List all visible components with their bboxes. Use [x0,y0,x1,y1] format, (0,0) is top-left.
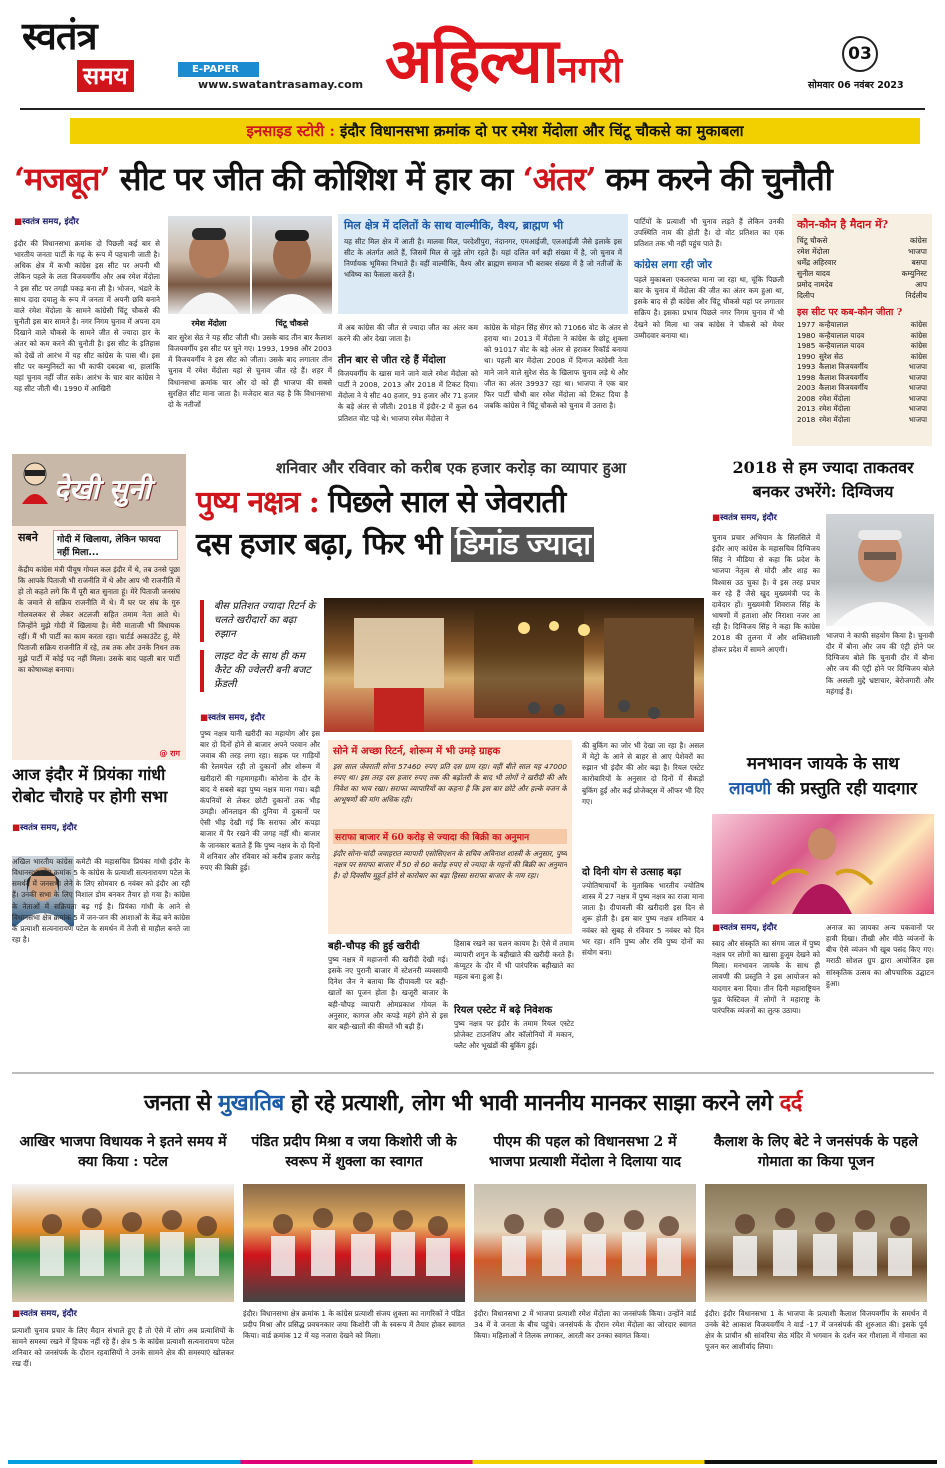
masthead [0,0,945,112]
history-winner: कन्हैयालाल यादव [819,341,865,350]
history-party: भाजपा [908,372,927,382]
issue-date: सोमवार 06 नवंबर 2023 [808,80,904,91]
candidate-name: धर्मेंद्र अहिरवार [797,258,837,267]
mill-area-box [338,214,628,314]
history-year: 1985 [797,341,816,350]
bottom-story [243,1132,465,1456]
gold-returns-box [328,740,572,934]
dekhi-suni-column [12,454,186,760]
lead-subhead-mendola: तीन बार से जीत रहे हैं मेंदोला [338,355,446,366]
candidates-sidebar [792,214,932,446]
brand-bottom: समय [77,60,134,92]
history-list [797,320,927,425]
history-party: भाजपा [908,393,927,403]
dekhi-suni-title: गोदी में खिलाया, लेकिन फायदा नहीं मिला... [53,530,178,560]
lead-headline [14,150,934,210]
history-party: कांग्रेस [910,320,927,329]
history-row [797,394,927,405]
history-winner: कन्हैयालाल यादव [819,330,865,340]
history-party: भाजपा [908,383,927,392]
website-link[interactable]: www.swatantrasamay.com [198,78,364,91]
pushya-bullet-2: लाइट वेट के साथ ही कम कैरेट की ज्वेलरी बनी बजट फ्रेंडली [200,650,320,692]
edition-title-main: अहिल्या [385,24,558,97]
bottom-story-title: आखिर भाजपा विधायक ने इतने समय में क्या किया : पटेल [19,1134,227,1170]
candidate-party: कम्युनिस्ट [901,269,927,278]
lead-subhead-congress: कांग्रेस लगा रही जोर [634,259,712,271]
candidate-name: सुनील यादव [797,269,831,278]
candidate-party: आप [915,280,927,289]
lavani-headline [712,752,934,802]
lead-col2: बार सुरेश सेठ ने यह सीट जीती थी। उसके बाद तीन बार कैलाश विजयवर्गीय इस सीट पर चुने गए। 1993, 1998 और 2003 में विजयवर्गीय ने इस सीट को जीता। उसके बाद लगातार तीन चुनाव में रमेश मेंदोला यहां से चुनाव जीत रहे हैं। शहर में विधानसभा क्रमांक चार और दो को ही भाजपा की सबसे सुरक्षित सीट माना जाता है। मजेदार बात यह है कि विधानसभा दो के नतीजों [168,333,332,409]
history-winner: कैलाश विजयवर्गीय [819,372,868,382]
history-winner: कैलाश विजयवर्गीय [819,362,868,371]
history-winner: कैलाश विजयवर्गीय [819,383,868,392]
page-number: 03 [842,36,878,72]
history-row [797,362,927,373]
history-row [797,415,927,426]
candidate-list [797,235,927,301]
lavani-byline: ■ स्वतंत्र समय, इंदौर [712,922,777,933]
chouksey-caption: चिंटू चौकसे [275,319,309,328]
pushya-section [196,454,706,1064]
pushya-col4a: की बुकिंग का जोर भी देखा जा रहा है। असल में मेट्रो के आने से बाहर से आए पेशेवरों का रुझान भी इंदौर की ओर बढ़ा है। रियल एस्टेट कारोबारियों के अनुसार दो दिनों में सैकड़ों बुकिंग हुईं और कई प्रोजेक्ट्स में ऑफर भी दिए गए। [582,741,704,806]
brand-top: स्वतंत्र [22,13,97,58]
history-winner: रमेश मेंदोला [819,393,851,403]
candidate-party: कांग्रेस [909,236,927,245]
epaper-badge: E-PAPER [178,62,259,77]
lead-col5b: पहले मुकाबला एकतरफा माना जा रहा था, चूंकि पिछली बार के चुनाव में मेंदोला की जीत का अंतर कम हुआ था, इसके बाद से ही कांग्रेस और चिंटू चौकसे यहां पर लगातार सक्रिय है। इसका प्रभाव पिछले नगर निगम चुनाव में भी देखने को मिला था जब कांग्रेस ने चौकसे को मेयर उम्मीदवार बनाया था। [634,275,784,340]
history-year: 1990 [797,351,816,361]
pushya-kicker: शनिवार और रविवार को करीब एक हजार करोड़ का व्यापार हुआ [275,459,627,477]
mill-area-box-title: मिल क्षेत्र में दलितों के साथ वाल्मीकि, वैश्य, ब्राह्मण भी [344,219,564,232]
lead-headline-part2: कम करने की चुनौती [605,160,832,198]
mill-area-box-text: यह सीट मिल क्षेत्र में आती है। मालवा मिल, परदेशीपुरा, नंदानगर, एमआईजी, एलआईजी जैसे इलाके इस सीट के अंतर्गत आते हैं, जिसमें मिल से जुड़े लोग रहते हैं। यहां दलित वर्ग बड़ी संख्या में है, जो चुनाव में निर्णायक भूमिका निभाते हैं। वहीं वाल्मीकि, वैश्य और ब्राह्मण समाज भी बराबर संख्या में है जो नतीजों के भविष्य का फैसला करते हैं। [344,237,622,280]
priyanka-text: अखिल भारतीय कांग्रेस कमेटी की महासचिव प्रियंका गांधी इंदौर के विधानसभा क्षेत्र क्रमांक 5 के कांग्रेस के प्रत्याशी सत्यनारायण पटेल के समर्थन में जनसभा लेने के लिए सोमवार 6 नवंबर को इंदौर आ रही हैं। उनकी सभा के लिए विशाल डोम बनकर तैयार हो गया है। कांग्रेस के नेताओं में सक्रियता बढ़ गई है। प्रियंका गांधी के आने से विधानसभा क्षेत्र क्रमांक 5 में जन-जन की आशाओं के केंद्र बने कांग्रेस के प्रत्याशी सत्यनारायण पटेल के समर्थन में तेजी से माहौल बनते जा रहा है। [12,857,190,945]
pushya-headline-line2 [196,524,706,566]
lead-section [14,214,932,446]
history-year: 1993 [797,362,816,371]
dekhi-suni-banner [12,454,186,526]
history-winner: सुरेश सेठ [819,351,844,361]
pushya-market-photo [324,598,704,732]
history-winner: रमेश मेंदोला [819,414,851,424]
dekhi-suni-kicker: सबने [18,531,38,544]
candidate-name: चिंटू चौकसे [797,236,828,245]
pushya-subhead-yog: दो दिनी योग से उत्साह बढ़ा [582,867,682,878]
bottom-headline-a: जनता से [144,1090,211,1116]
digvijay-headline: 2018 से हम ज्यादा ताकतवर बनकर उभरेंगे: दिग्विजय [732,458,914,501]
gold-returns-title: सोने में अच्छा रिटर्न, शोरूम में भी उमड़े ग्राहक [333,746,501,757]
bottom-story-photo [12,1184,234,1302]
bottom-divider [12,1072,934,1074]
pushya-col3: हिसाब रखने का चलन कायम है। ऐसे में तमाम व्यापारी शगुन के बहीखाते की खरीदी करते हैं। कंप्यूटर के दौर में भी पारंपरिक बहीखाते का महत्व बना हुआ है। [454,939,574,982]
history-row [797,383,927,394]
digvijay-section [712,456,934,746]
pushya-col3b: पुष्य नक्षत्र पर इंदौर के तमाम रियल एस्टेट प्रोजेक्ट टाउनशिप और कॉलोनियों में मकान, फ्लैट और भूखंडों की बुकिंग हुई। [454,1019,574,1051]
bottom-headline-b: हो रहे प्रत्याशी, लोग भी भावी माननीय मानकर साझा करने लगे [290,1090,773,1116]
pushya-bullet-1: बीस प्रतिशत ज्यादा रिटर्न के चलते खरीदारों का बढ़ा रुझान [200,600,320,642]
candidate-name: प्रमोद नामदेव [797,280,833,289]
history-party: भाजपा [908,362,927,371]
lavani-text: स्वाद और संस्कृति का संगम जाल में पुष्य नक्षत्र पर लोगों का खासा हुजूम देखने को मिला। मनभावन जायके के साथ ही लावणी की प्रस्तुति ने इस आयोजन को यादगार बना दिया। तीन दिनी महाराष्ट्रियन फूड फेस्टिवल में लोगों ने महाराष्ट्र के पारंपरिक व्यंजनों का लुत्फ उठाया। [712,939,820,1015]
masthead-divider [20,108,925,110]
bottom-stories [12,1132,934,1456]
history-year: 1977 [797,320,816,329]
candidate-party: बसपा [911,258,927,267]
gold-returns-text: इस साल जेवराती सोना 57460 रुपए प्रति दस ग्राम रहा। वहीं बीते साल यह 47000 रुपए था। इस तरह दस हजार रुपए तक की बढ़ोतरी के बाद भी लोगों ने खरीदी की और निवेश का भाव रखा। सराफा व्यापारियों का कहना है कि इस बार छोटे और हल्के वजन के आभूषणों की मांग अधिक रही। [333,762,567,805]
candidate-row [797,279,927,290]
lavani-headline-b: की प्रस्तुति रही यादगार [777,779,917,799]
history-year: 2008 [797,393,816,403]
pushya-headline-line1 [196,482,706,524]
pushya-col1: पुष्य नक्षत्र यानी खरीदी का महायोग और इस बार दो दिनों होने से बाजार अपने परवान और जवाब की तरह लगा रहा। सड़क पर गाड़ियों की रेलमपेल रही तो दुकानों और शोरूम में खरीदारों की गहमागहमी। कोरोना के दौर के बाद ये सबसे बड़ा पुष्य नक्षत्र माना गया। बड़ी कंपनियों से लेकर छोटी दुकानों तक भीड़ उमड़ी। ऑनलाइन की दुनिया में दुकानों पर ऐसी भीड़ देखी गई कि सराफा और कपड़ा बाजार में पैर रखने की जगह नहीं थी। बाजार के जानकार बताते हैं कि पुष्य नक्षत्र के दो दिनों में शनिवार और रविवार को करीब हजार करोड़ रुपए की बिक्री हुई। [200,729,320,872]
candidate-name: दिलीप [797,291,815,300]
lavani-headline-blue: लावणी [729,779,772,799]
priyanka-section [12,764,190,1064]
history-row [797,404,927,415]
bottom-story-photo [243,1184,465,1302]
pushya-subhead-bahi: बही-चौपड़ की हुई खरीदी [328,941,420,952]
candidate-row [797,257,927,268]
lead-col3b: विजयवर्गीय के खास माने जाने वाले रमेश मेंदोला को पार्टी ने 2008, 2013 और 2018 में टिकट दिया। मेंदोला ने ये सीट 40 हजार, 91 हजार और 71 हजार के बड़े अंतर से जीती। 2018 में इंदौर-2 में कुल 64 प्रतिशत वोट पड़े थे। भाजपा रमेश मेंदोला ने [338,369,478,423]
lead-col5a: पार्टियों के प्रत्याशी भी चुनाव लड़ते हैं लेकिन उनकी उपस्थिति नाम की होती है। दो वोट प्रतिशत का एक प्रतिशत तक भी नहीं पहुंच पाते हैं। [634,217,784,249]
bottom-headline-red: दर्द [779,1090,802,1116]
lavani-text2: अनाज का जायका अन्य पकवानों पर हावी दिखा। तीखी और मीठे व्यंजनों के बीच ऐसे व्यंजन भी खूब पसंद किए गए। मराठी सोशल ग्रुप द्वारा आयोजित इस सांस्कृतिक उत्सव का औपचारिक उद्घाटन हुआ। [826,923,934,988]
candidates-title: कौन-कौन है मैदान में? [797,218,889,231]
lavani-photo [712,814,934,914]
history-year: 2013 [797,404,816,413]
bottom-headline-blue: मुखातिब [218,1090,284,1116]
bottom-story-text: इंदौर। इंदौर विधानसभा 1 के भाजपा के प्रत्याशी कैलाश विजयवर्गीय के समर्थन में उनके बेटे आकाश विजयवर्गीय ने वार्ड -17 में जनसंपर्क की शुरुआत की। इसके पूर्व क्षेत्र के प्राचीन श्री सांवरिया सेठ मंदिर में भगवान के दर्शन कर गौशाला में गोमाता का पूजन कर आशीर्वाद लिया। [705,1309,927,1352]
history-winner: कन्हैयालाल [819,320,849,329]
history-year: 1980 [797,330,816,340]
lead-col4: कांग्रेस के मोहन सिंह सेंगर को 71066 वोट के अंतर से हराया था। 2013 में मेंदोला ने कांग्रेस के छोटू शुक्ला को 91017 वोट के बड़े अंतर से हराकर रिकॉर्ड बनाया था। पहली बार मेंदोला 2008 में दिग्गज कांग्रेसी नेता माने जाने वाले सुरेश सेठ के खिलाफ चुनाव लड़े थे और जीत का अंतर 39937 रहा था। भाजपा ने एक बार फिर पार्टी चौथी बार रमेश मेंदोला को टिकट दिया है जबकि कांग्रेस ने चिंटू चौकसे को चुनाव में उतारा है। [484,323,628,411]
dekhi-suni-label: देखी सुनी [54,473,151,506]
pushya-byline: ■ स्वतंत्र समय, इंदौर [200,712,265,723]
bottom-story-photo [705,1184,927,1302]
candidate-name: रमेश मेंदोला [797,247,830,256]
pushya-headline-red: पुष्य नक्षत्र : [196,485,319,520]
color-bar [8,1460,937,1464]
mendola-photo [168,216,250,314]
candidate-row [797,235,927,246]
bottom-headline [12,1080,934,1126]
bottom-story-title: पंडित प्रदीप मिश्रा व जया किशोरी जी के स्वरूप में शुक्ला का स्वागत [251,1134,457,1170]
lead-col1: इंदौर की विधानसभा क्रमांक दो पिछली कई बार से भारतीय जनता पार्टी के गढ़ के रूप में पहचानी जाती है। अधिक क्षेत्र में कभी कांग्रेस इस सीट पर अपनी थी लेकिन पहले के लता विजयवर्गीय और अब रमेश मेंदोला ने इस सीट पर तगड़ी पकड़ बना ली है। भोजन, भंडारे के साथ दादा दयालु के रूप में जनता में अपनी छवि बनाने वाले रमेश मेंदोला के सामने कांग्रेसी चिंटू चौकसे की चुनौती इस बार सामने है। नगर निगम चुनाव में अपना दम दिखाने वाले चौकसे के सामने जीत से ज्यादा हार के अंतर को कम करने की चुनौती है। इस सीट के इतिहास को देखें तो आरंभ में यह सीट कांग्रेस के पास थी। इस सीट पर कम्युनिस्टों का भी काफी दबदबा था, हालांकि यहां चुनाव नहीं जीत सके। आरंभ के चार बार कांग्रेस ने यह सीट जीती थी। 1990 में आखिरी [14,239,160,394]
candidate-row [797,268,927,279]
history-year: 2003 [797,383,816,392]
inside-story-text: इंदौर विधानसभा क्रमांक दो पर रमेश मेंदोला और चिंटू चौकसे का मुकाबला [339,122,744,140]
saraf-sales-title: सराफा बाजार में 60 करोड़ से ज्यादा की बिक्री का अनुमान [333,829,567,844]
bottom-story [705,1132,927,1456]
pushya-subhead-realestate: रियल एस्टेट में बढ़े निवेशक [454,1005,553,1016]
edition-title-suffix: नगरी [557,49,622,91]
dekhi-suni-text: केंद्रीय कांग्रेस मंत्री पीयूष गोयल कल इंदौर में थे, तब उनसे पूछा कि आपके पिताजी भी राजनीति में थे और आप भी राजनीति में हो तो कहते लगे कि मैं पूरी बात सुनाता हूं। मेरे पिताजी जनसंघ के जमाने से सक्रिय राजनीति में थे। मैं घर पर संघ के गुरु गोलवलकर से लेकर अटलजी सहित तमाम नेता आते थे। जिन्होंने मुझे गोदी में खिलाया है। मेरी माताजी भी विधायक रहीं। मैं भी पार्टी का काम करता रहा। चार्टर्ड अकाउंटेंट हूं, मेरे पिताजी सक्रिय राजनीति में रहे, तब तक और उनके निधन तक मुझे पार्टी में कोई पद नहीं मिला। उसके बाद पहली बार पार्टी का कोषाध्यक्ष बनाया। [18,565,180,675]
cartoon-icon [16,460,54,504]
history-year: 1998 [797,372,816,382]
lead-headline-part1: सीट पर जीत की कोशिश में हार का [119,160,513,198]
history-party: कांग्रेस [910,351,927,361]
history-title: इस सीट पर कब-कौन जीता ? [797,307,903,318]
history-row [797,352,927,363]
digvijay-text2: भाजपा ने काफी सहयोग किया है। चुनावी दौर में बौना और जय की एंट्री होने पर दिग्विजय बोले कि चुनावी दौर में बौना और जय की एंट्री होने पर दिग्विजय बोले कि असली मुद्दे भ्रष्टाचार, बेरोजगारी और महंगाई हैं। [826,631,934,696]
history-row [797,320,927,331]
history-party: कांग्रेस [910,341,927,350]
history-party: भाजपा [908,404,927,413]
bottom-story-text: इंदौर। विधानसभा 2 में भाजपा प्रत्याशी रमेश मेंदोला का जनसंपर्क किया। उन्होंने वार्ड 34 में वे जनता के बीच पहुंचे। जनसंपर्क के दौरान रमेश मेंदोला का जोरदार स्वागत किया। महिलाओं ने तिलक लगाकर, आरती कर उनका स्वागत किया। [474,1309,696,1341]
priyanka-byline: ■ स्वतंत्र समय, इंदौर [12,822,190,833]
lavani-section [712,752,934,1064]
lead-headline-quote1: ‘मजबूत’ [14,160,110,198]
pushya-bullets [200,600,320,692]
history-row [797,373,927,384]
digvijay-text: चुनाव प्रचार अभियान के सिलसिले में इंदौर आए कांग्रेस के महासचिव दिग्विजय सिंह ने मीडिया से कहा कि प्रदेश के भाजपा नेतृत्व से मोदी और शाह का विश्वास उठ चुका है। वे इस तरह प्रचार कर रहे हैं जैसे खुद मुख्यमंत्री पद के दावेदार हों। मुख्यमंत्री शिवराज सिंह के भाषणों में हताशा और निराशा नजर आ रही है। दिग्विजय सिंह ने कहा कि कांग्रेस 2018 की तुलना में और शक्तिशाली होकर प्रदेश में सामने आएगी। [712,533,820,654]
bottom-story-title: पीएम की पहल को विधानसभा 2 में भाजपा प्रत्याशी मेंदोला ने दिलाया याद [488,1134,682,1170]
bottom-story-text: प्रत्याशी चुनाव प्रचार के लिए मैदान संभाले हुए हैं तो ऐसे में लोग अब प्रत्याशियों के सामने समस्या रखने में हिचक नहीं रहे हैं। क्षेत्र 5 के कांग्रेस प्रत्याशी सत्यनारायण पटेल शनिवार को जनसंपर्क के दौरान रहवासियों ने उनके सामने क्षेत्र की समस्याएं खोलकर रख दीं। [12,1326,234,1369]
dekhi-suni-credit: @ राग [159,749,180,758]
bottom-story-text: इंदौर। विधानसभा क्षेत्र क्रमांक 1 के कांग्रेस प्रत्याशी संजय शुक्ला का नागरिकों ने पंडित प्रदीप मिश्रा और प्रसिद्ध प्रवचनकार जया किशोरी जी के स्वरूप में तैयार होकर स्वागत किया। वार्ड क्रमांक 12 में यह नजारा देखने को मिला। [243,1309,465,1341]
inside-story-strip [70,118,920,144]
lead-byline: ■ स्वतंत्र समय, इंदौर [14,216,79,227]
digvijay-photo [826,514,934,626]
history-year: 2018 [797,414,816,424]
pushya-col4b: ज्योतिषाचार्यों के मुताबिक भारतीय ज्योतिष शास्त्र में 27 नक्षत्र में पुष्य नक्षत्र का राजा माना जाता है। दीपावली की खरीदारी इस दिन से शुरू होती है। इस बार पुष्य नक्षत्र शनिवार 4 नवंबर को सुबह से रविवार 5 नवंबर को दिन भर रहा। शनि पुष्य और रवि पुष्य दोनों का संयोग बना। [582,881,704,957]
history-row [797,341,927,352]
bottom-story-title: कैलाश के लिए बेटे ने जनसंपर्क के पहले गोमाता का किया पूजन [714,1134,918,1170]
bottom-story-byline: ■ स्वतंत्र समय, इंदौर [12,1308,234,1319]
edition-title [385,22,622,104]
candidate-party: भाजपा [908,247,927,256]
bottom-story [474,1132,696,1456]
history-winner: रमेश मेंदोला [819,404,851,413]
inside-story-kicker: इनसाइड स्टोरी : [246,122,335,140]
history-row [797,331,927,342]
lead-col3a: में अब कांग्रेस की जीत से ज्यादा जीत का अंतर कम करने की ओर देखा जाता है। [338,323,478,344]
pushya-headline-b: दस हजार बढ़ा, फिर भी [196,527,442,562]
history-party: भाजपा [908,414,927,424]
candidate-row [797,290,927,301]
pushya-headline-grey: डिमांड ज्यादा [451,527,594,562]
bottom-story-photo [474,1184,696,1302]
lavani-headline-a: मनभावन जायके के साथ [746,754,900,774]
brand-logo[interactable] [22,13,152,106]
lead-headline-quote2: ‘अंतर’ [522,160,596,198]
chouksey-photo [252,216,332,314]
pushya-col2: पुष्य नक्षत्र में महाजनों की खरीदी देखी गई। इसके नए पुरानी बाजार में स्टेशनरी व्यवसायी दिनेश जैन ने बताया कि दीपावली पर बही-खातों का पूजन होता है। खजूरी बाजार के बही-चौपड़ व्यापारी ओमप्रकाश गोयल के अनुसार, कागज और कपड़े महंगे होने से इस बार बही-खातों की कीमतें भी बढ़ी हैं। [328,955,448,1031]
bottom-story [12,1132,234,1456]
history-party: कांग्रेस [910,330,927,340]
mendola-caption: रमेश मेंदोला [191,319,227,328]
candidate-party: निर्दलीय [905,291,927,300]
priyanka-headline: आज इंदौर में प्रियंका गांधी रोबोट चौराहे पर होगी सभा [12,765,168,806]
pushya-headline-a: पिछले साल से जेवराती [328,485,566,520]
digvijay-byline: ■ स्वतंत्र समय, इंदौर [712,512,934,523]
candidate-row [797,246,927,257]
saraf-sales-text: इंदौर सोना-चांदी जवाहरात व्यापारी एसोसिएशन के सचिव अविनाश शास्त्री के अनुसार, पुष्य नक्षत्र पर सराफा बाजार में 50 से 60 करोड़ रुपए से ज्यादा के गहनों की बिक्री का अनुमान है। दो दिवसीय मुहूर्त होने से कारोबार का बड़ा हिस्सा सराफा बाजार के नाम रहा। [333,849,567,881]
